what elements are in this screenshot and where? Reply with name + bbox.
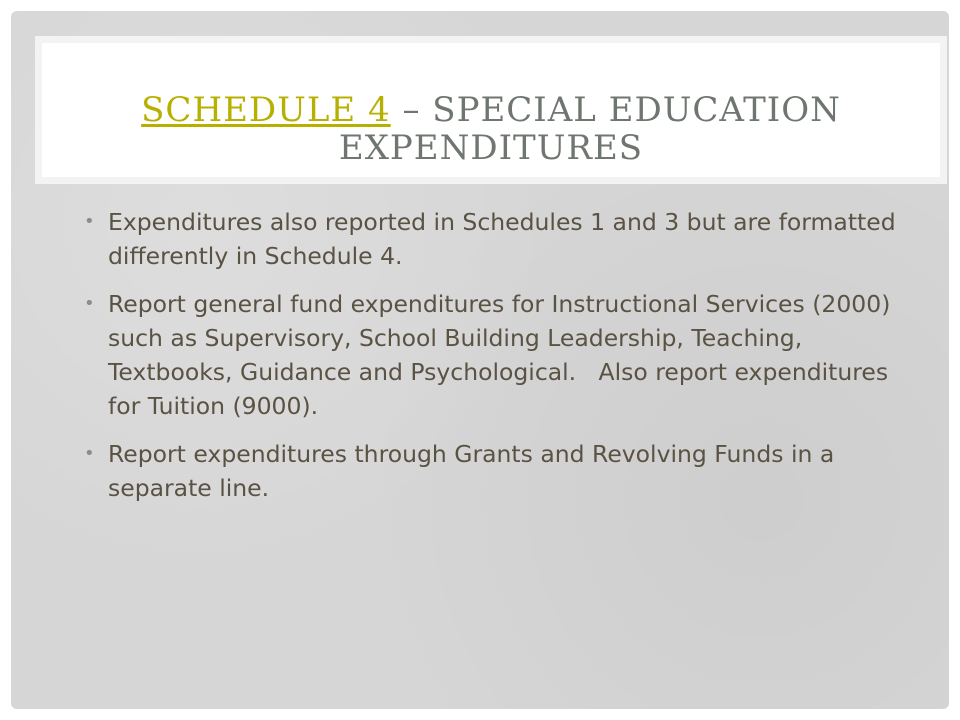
bullet-text: Report expenditures through Grants and Revolving Funds in a separate line. bbox=[108, 440, 835, 502]
bullet-dot-icon: • bbox=[84, 211, 95, 232]
bullet-text: Report general fund expenditures for Instructional Services (2000) such as Supervisory, School Building Leadership, Teaching, Textbooks, Guidance and Psychological. Also report expenditures for Tuition (9000). bbox=[108, 290, 898, 420]
bullet-item bbox=[84, 437, 904, 505]
title-line-2: EXPENDITURES bbox=[338, 128, 644, 168]
slide-title bbox=[42, 91, 940, 167]
title-rest: – SPECIAL EDUCATION bbox=[390, 90, 841, 130]
bullet-dot-icon: • bbox=[84, 293, 95, 314]
bullet-item bbox=[84, 205, 904, 273]
schedule-4-link[interactable]: SCHEDULE 4 bbox=[141, 90, 391, 130]
bullet-text: Expenditures also reported in Schedules 1 and 3 but are formatted differently in Schedule 4. bbox=[108, 208, 896, 270]
slide bbox=[11, 11, 949, 709]
bullet-list bbox=[84, 205, 904, 519]
bullet-item bbox=[84, 287, 904, 423]
bullet-dot-icon: • bbox=[84, 443, 95, 464]
title-box bbox=[42, 43, 940, 177]
